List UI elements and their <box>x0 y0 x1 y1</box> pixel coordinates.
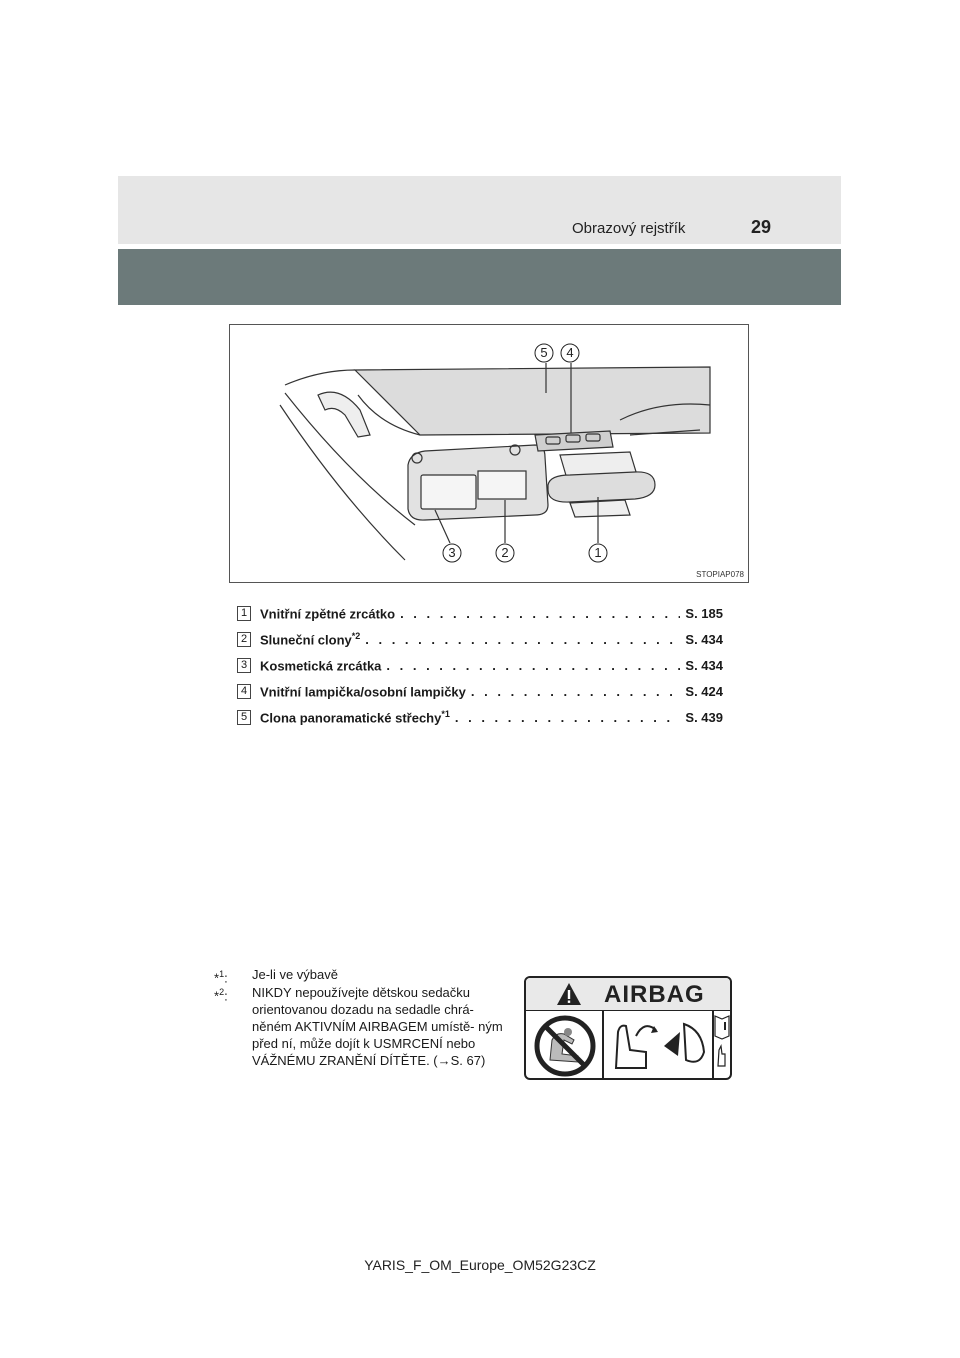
divider <box>602 1010 604 1080</box>
item-label: Sluneční clony$^{*2}$ <box>260 630 361 648</box>
callout-2: 2 <box>501 545 509 560</box>
item-number: 2 <box>237 632 251 647</box>
airbag-warning-label <box>524 976 732 1080</box>
dot-leaders <box>365 632 680 647</box>
item-number: 1 <box>237 606 251 621</box>
footnote <box>214 984 514 1069</box>
page-ref-link[interactable]: S. 439 <box>685 709 723 725</box>
item-label: Vnitřní lampička/osobní lampičky <box>260 684 466 700</box>
callout-3: 3 <box>448 545 456 560</box>
ceiling-drawing <box>230 325 749 583</box>
document-footer: YARIS_F_OM_Europe_OM52G23CZ <box>364 1257 596 1273</box>
header-band-dark <box>118 249 841 305</box>
list-item <box>237 678 723 704</box>
dot-leaders <box>471 684 681 699</box>
footnote-marker: *$^2$: <box>214 987 228 1004</box>
read-manual-icon <box>714 1010 730 1080</box>
item-number: 4 <box>237 684 251 699</box>
airbag-word: AIRBAG <box>604 981 705 1008</box>
page-ref-link[interactable]: S. 434 <box>685 657 723 673</box>
item-label: Kosmetická zrcátka <box>260 658 382 674</box>
item-label: Vnitřní zpětné zrcátko <box>260 606 396 622</box>
page-ref-link[interactable]: S. 424 <box>685 683 723 699</box>
no-rear-facing-child-seat-icon <box>530 1010 600 1080</box>
footnotes <box>214 966 514 1070</box>
dot-leaders <box>455 710 681 725</box>
header-band-light <box>118 176 841 244</box>
item-number: 3 <box>237 658 251 673</box>
callout-4: 4 <box>566 345 574 360</box>
list-item <box>237 652 723 678</box>
legend-list <box>237 600 723 730</box>
seat-airbag-deploy-icon <box>606 1010 712 1080</box>
list-item <box>237 704 723 730</box>
dot-leaders <box>400 606 680 621</box>
footnote <box>214 966 514 986</box>
footnote-marker: *$^1$: <box>214 969 228 986</box>
item-number: 5 <box>237 710 251 725</box>
footnote-text: NIKDY nepoužívejte dětskou sedačku orientovanou dozadu na sedadle chrá- něném AKTIVNÍM AIRBAGEM umístě- ným před ní, může dojít k USMRCENÍ nebo VÁŽNÉMU ZRANĚNÍ DÍTĚTE. (→S. 67) <box>252 985 503 1068</box>
page-ref-link[interactable]: S. 185 <box>685 605 723 621</box>
list-item <box>237 626 723 652</box>
page-ref-link[interactable]: S. 434 <box>685 631 723 647</box>
dot-leaders <box>386 658 680 673</box>
callout-1: 1 <box>594 545 602 560</box>
warning-triangle-icon <box>556 982 582 1006</box>
item-label: Clona panoramatické střechy$^{*1}$ <box>260 708 450 726</box>
callout-5: 5 <box>540 345 548 360</box>
interior-ceiling-illustration <box>229 324 749 583</box>
section-title: Obrazový rejstřík <box>572 220 686 237</box>
footnote-text: Je-li ve výbavě <box>252 967 338 982</box>
list-item <box>237 600 723 626</box>
figure-code: STOPIAP078 <box>696 570 744 579</box>
page-number: 29 <box>751 217 772 237</box>
airbag-label-header <box>526 978 730 1011</box>
